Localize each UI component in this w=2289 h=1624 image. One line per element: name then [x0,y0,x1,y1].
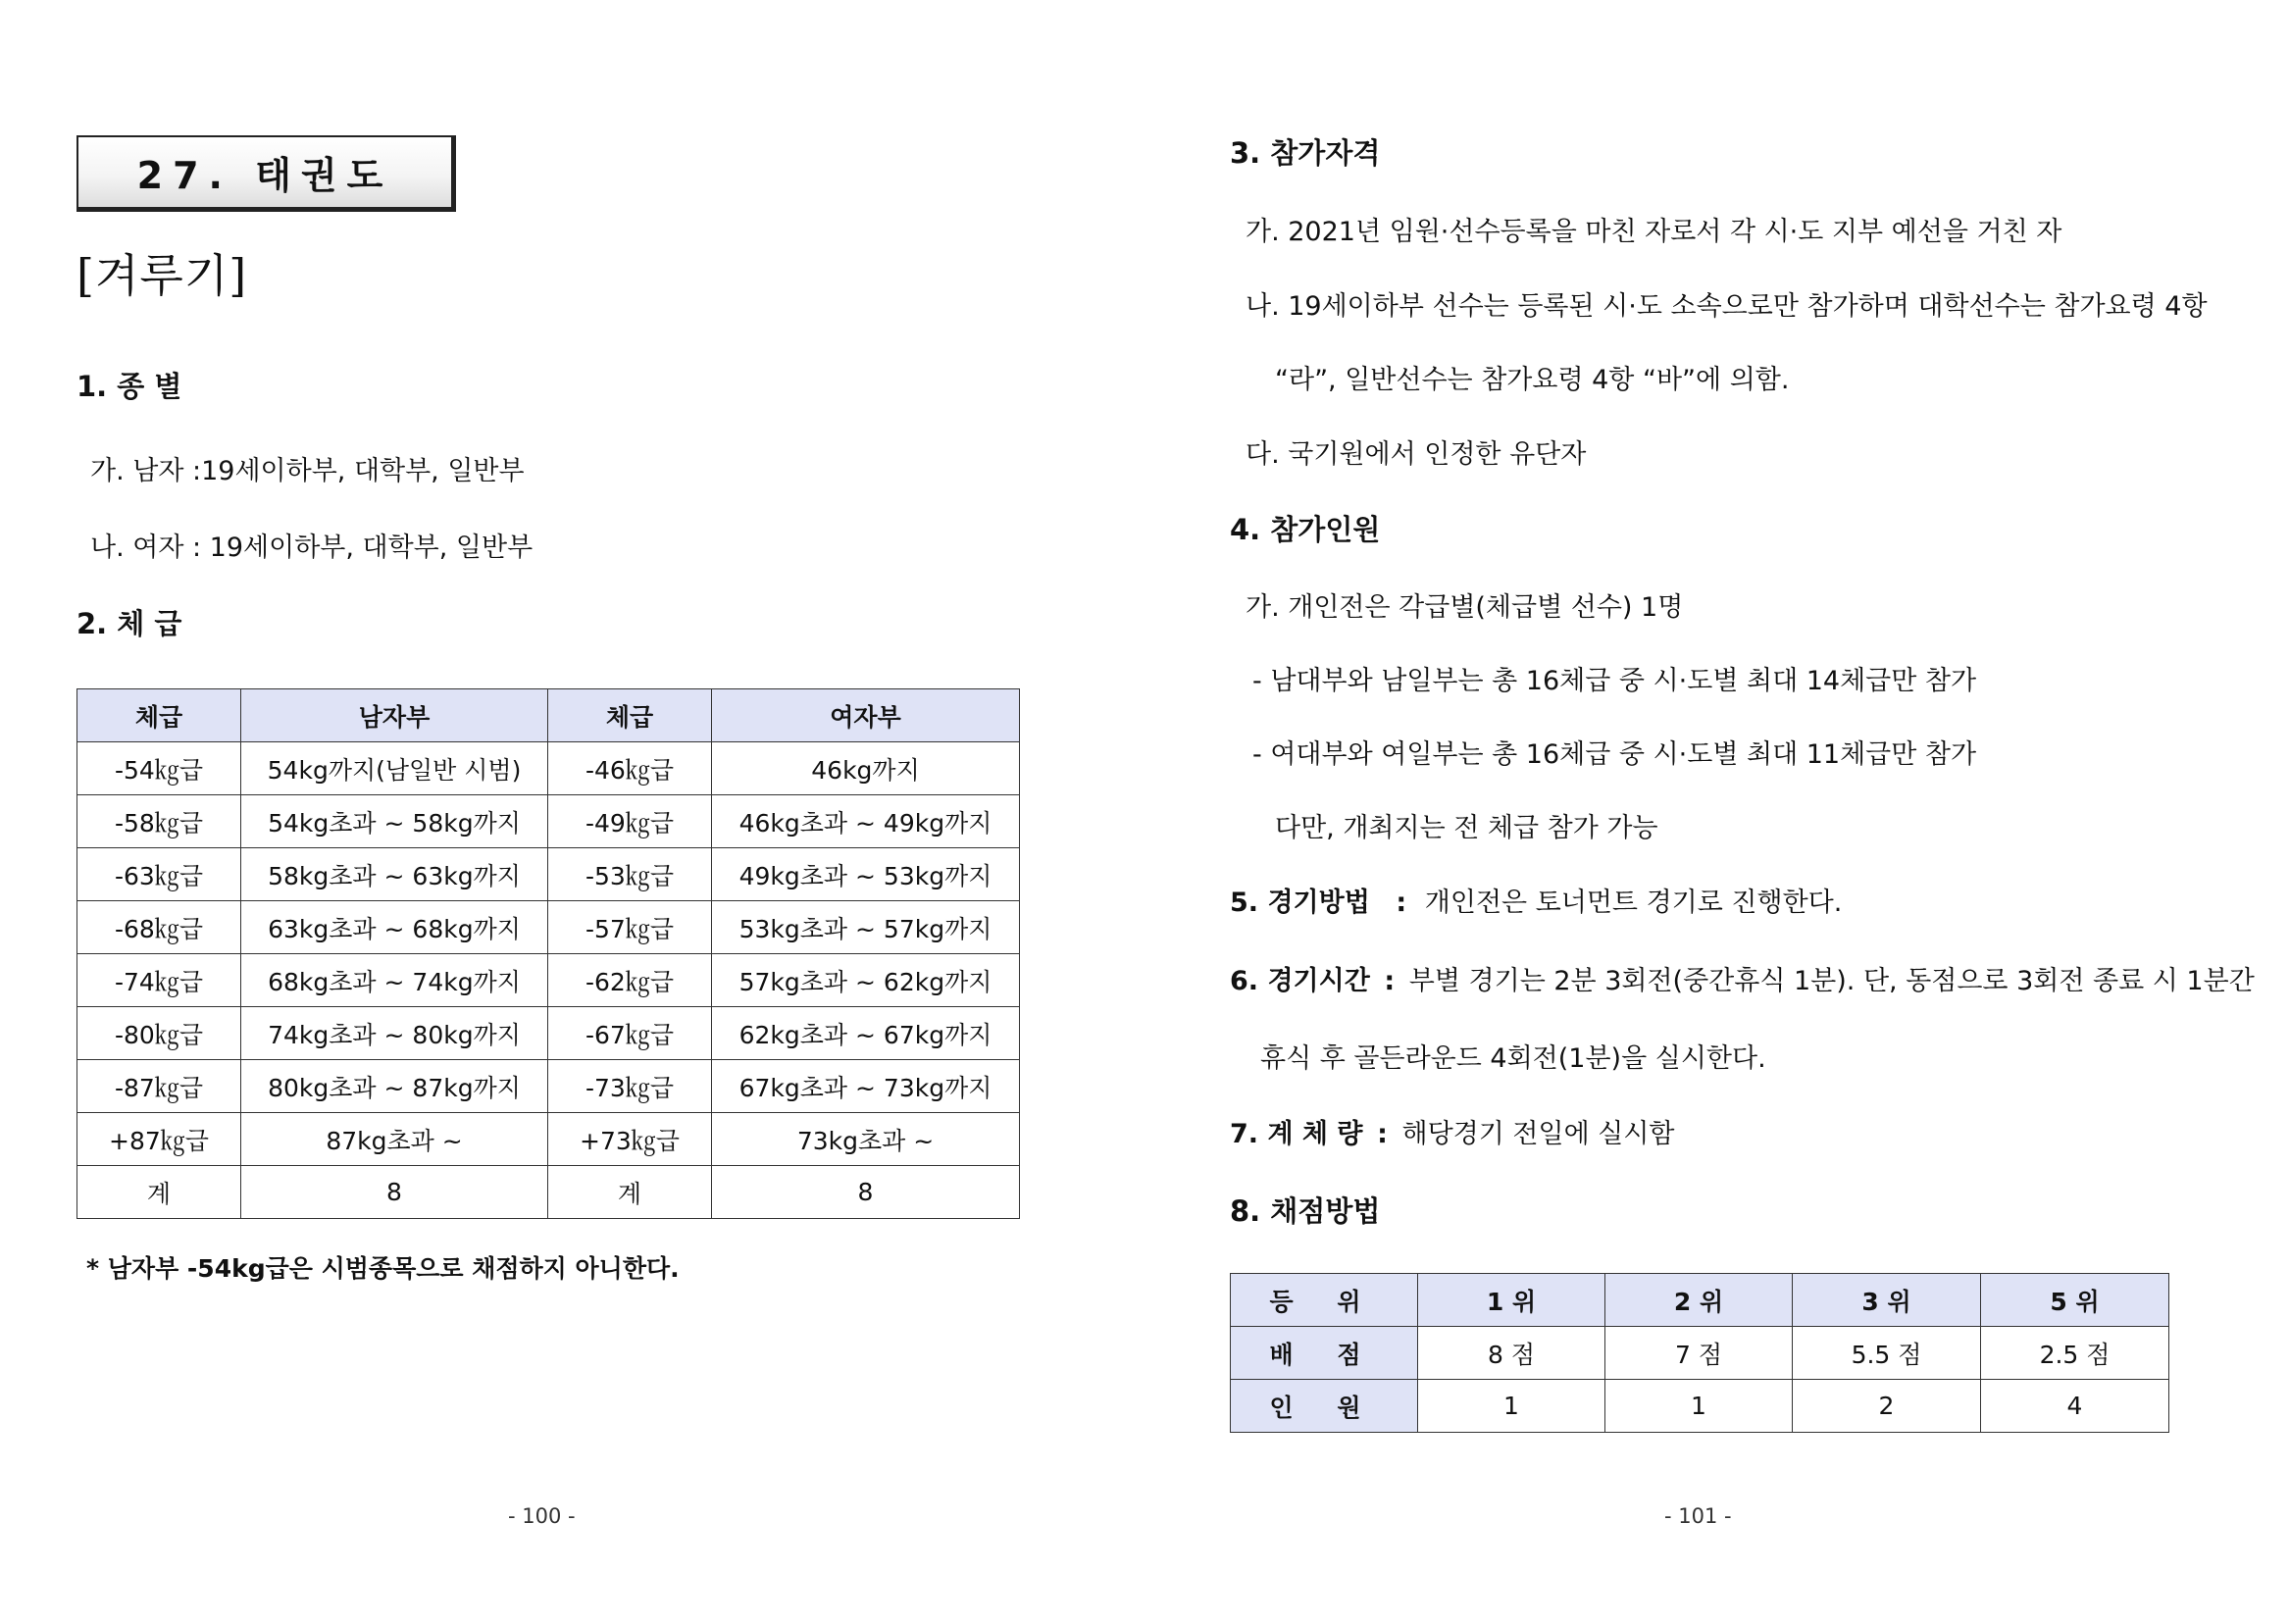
header-cell: 5 위 [1981,1274,2169,1327]
table-cell: 74kg초과 ~ 80kg까지 [241,1007,548,1060]
table-row [77,1113,1020,1166]
match-time-cont: 휴식 후 골든라운드 4회전(1분)을 실시한다. [1260,1043,1766,1074]
row-label-cell: 배 점 [1231,1327,1418,1380]
header-cell: 여자부 [712,689,1020,742]
weigh-in-colon: : [1377,1119,1388,1149]
table-row [77,1060,1020,1113]
table-cell: 73kg초과 ~ [712,1113,1020,1166]
heading-eligibility: 3. 참가자격 [1230,136,1381,170]
table-cell: 68kg초과 ~ 74kg까지 [241,954,548,1007]
heading-participants: 4. 참가인원 [1230,513,1381,546]
table-cell: -73㎏급 [548,1060,712,1113]
weigh-in [1230,1112,1675,1150]
match-method [1230,881,1842,919]
table-cell: -58㎏급 [77,795,241,848]
table-cell: 8 [241,1166,548,1219]
table-cell: -67㎏급 [548,1007,712,1060]
heading-weight-class: 2. 체 급 [76,607,182,640]
page-title: 27. 태권도 [76,135,456,212]
table-row [77,954,1020,1007]
table-cell: 1 [1605,1380,1793,1433]
category-women: 나. 여자 : 19세이하부, 대학부, 일반부 [90,533,534,563]
section-subtitle: [겨루기] [76,249,248,302]
table-cell: 5.5 점 [1793,1327,1981,1380]
scoring-table [1230,1273,2169,1433]
header-cell: 체급 [77,689,241,742]
table-cell: -62㎏급 [548,954,712,1007]
table-cell: 7 점 [1605,1327,1793,1380]
header-cell: 남자부 [241,689,548,742]
table-cell: -87㎏급 [77,1060,241,1113]
heading-category: 1. 종 별 [76,370,182,403]
header-cell: 2 위 [1605,1274,1793,1327]
page-number: - 100 - [508,1504,576,1528]
match-time [1230,959,2255,997]
eligibility-a: 가. 2021년 임원·선수등록을 마친 자로서 각 시·도 지부 예선을 거친 자 [1246,217,2062,247]
table-cell: 4 [1981,1380,2169,1433]
table-cell: 2 [1793,1380,1981,1433]
table-row [77,1166,1020,1219]
participants-men: - 남대부와 남일부는 총 16체급 중 시·도별 최대 14체급만 참가 [1252,666,1977,696]
match-time-colon: : [1384,966,1396,996]
table-cell: 80kg초과 ~ 87kg까지 [241,1060,548,1113]
weigh-in-heading: 7. 계 체 량 [1230,1119,1363,1149]
eligibility-b-cont: “라”, 일반선수는 참가요령 4항 “바”에 의함. [1275,365,1790,395]
table-cell: -49㎏급 [548,795,712,848]
match-method-text: 개인전은 토너먼트 경기로 진행한다. [1424,888,1843,918]
table-cell: 54kg까지(남일반 시범) [241,742,548,795]
table-cell: 62kg초과 ~ 67kg까지 [712,1007,1020,1060]
footnote: * 남자부 -54kg급은 시범종목으로 채점하지 아니한다. [86,1254,680,1283]
table-row [77,901,1020,954]
table-cell: -74㎏급 [77,954,241,1007]
table-cell: -68㎏급 [77,901,241,954]
table-cell: +87㎏급 [77,1113,241,1166]
table-cell: 58kg초과 ~ 63kg까지 [241,848,548,901]
match-method-heading: 5. 경기방법 [1230,888,1370,918]
table-cell: -63㎏급 [77,848,241,901]
table-header-row [1231,1274,2169,1327]
participants-host: 다만, 개최지는 전 체급 참가 가능 [1275,813,1658,843]
table-cell: -46㎏급 [548,742,712,795]
table-cell: 8 점 [1418,1327,1605,1380]
category-men: 가. 남자 :19세이하부, 대학부, 일반부 [90,456,525,486]
header-cell: 3 위 [1793,1274,1981,1327]
match-time-heading: 6. 경기시간 [1230,966,1370,996]
eligibility-b: 나. 19세이하부 선수는 등록된 시·도 소속으로만 참가하며 대학선수는 참가요령 4항 [1246,291,2208,322]
match-time-text: 부별 경기는 2분 3회전(중간휴식 1분). 단, 동점으로 3회전 종료 시 1분간 [1408,966,2255,996]
header-cell: 1 위 [1418,1274,1605,1327]
left-page [0,0,1144,1624]
table-cell: 63kg초과 ~ 68kg까지 [241,901,548,954]
table-cell: 계 [548,1166,712,1219]
participants-a: 가. 개인전은 각급별(체급별 선수) 1명 [1246,592,1684,623]
table-row [77,1007,1020,1060]
weight-class-table [76,688,1020,1219]
table-cell: -80㎏급 [77,1007,241,1060]
table-cell: 57kg초과 ~ 62kg까지 [712,954,1020,1007]
heading-scoring: 8. 채점방법 [1230,1194,1381,1228]
row-label-cell: 인 원 [1231,1380,1418,1433]
table-cell: -53㎏급 [548,848,712,901]
table-cell: 8 [712,1166,1020,1219]
table-cell: 계 [77,1166,241,1219]
table-cell: +73㎏급 [548,1113,712,1166]
eligibility-c: 다. 국기원에서 인정한 유단자 [1246,439,1587,470]
table-cell: 49kg초과 ~ 53kg까지 [712,848,1020,901]
table-cell: 2.5 점 [1981,1327,2169,1380]
table-cell: -54㎏급 [77,742,241,795]
match-method-colon: : [1396,888,1407,918]
header-cell: 체급 [548,689,712,742]
table-cell: 46kg초과 ~ 49kg까지 [712,795,1020,848]
table-cell: 1 [1418,1380,1605,1433]
table-cell: 46kg까지 [712,742,1020,795]
header-cell: 등 위 [1231,1274,1418,1327]
participants-women: - 여대부와 여일부는 총 16체급 중 시·도별 최대 11체급만 참가 [1252,739,1977,770]
table-cell: 67kg초과 ~ 73kg까지 [712,1060,1020,1113]
table-row [1231,1327,2169,1380]
weigh-in-text: 해당경기 전일에 실시함 [1401,1119,1675,1149]
table-cell: 54kg초과 ~ 58kg까지 [241,795,548,848]
table-row [77,848,1020,901]
table-cell: -57㎏급 [548,901,712,954]
table-row [77,795,1020,848]
table-cell: 53kg초과 ~ 57kg까지 [712,901,1020,954]
table-header-row [77,689,1020,742]
page-number: - 101 - [1664,1504,1732,1528]
table-row [1231,1380,2169,1433]
table-cell: 87kg초과 ~ [241,1113,548,1166]
table-row [77,742,1020,795]
